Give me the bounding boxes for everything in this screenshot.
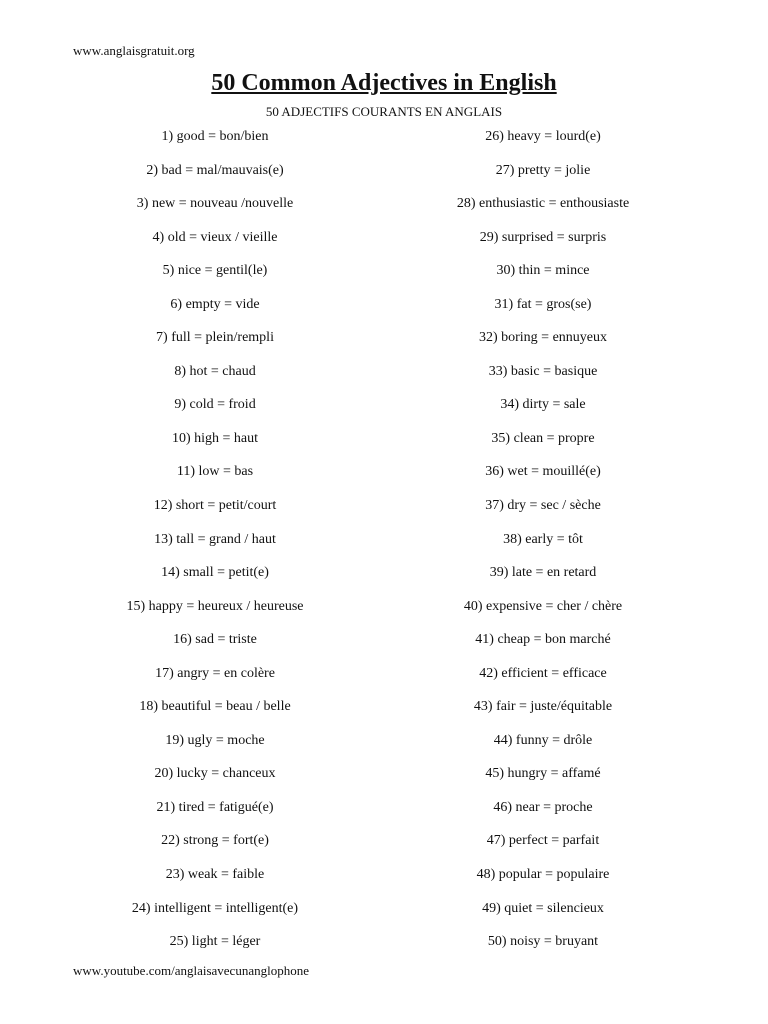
page-title: 50 Common Adjectives in English — [211, 70, 557, 96]
list-item: 33) basic = basique — [488, 363, 598, 379]
site-url-bottom: www.youtube.com/anglaisavecunanglophone — [73, 963, 309, 978]
list-item: 32) boring = ennuyeux — [478, 330, 608, 346]
list-item: 48) popular = populaire — [476, 867, 610, 883]
site-url-top: www.anglaisgratuit.org — [73, 43, 195, 58]
list-item: 11) low = bas — [176, 464, 254, 480]
list-item: 46) near = proche — [493, 799, 593, 815]
list-item: 47) perfect = parfait — [486, 833, 600, 849]
list-item: 22) strong = fort(e) — [161, 833, 269, 849]
list-item: 40) expensive = cher / chère — [463, 598, 623, 614]
list-item: 24) intelligent = intelligent(e) — [131, 900, 299, 916]
list-item: 14) small = petit(e) — [161, 565, 269, 581]
list-item: 6) empty = vide — [170, 296, 260, 312]
list-item: 15) happy = heureux / heureuse — [126, 598, 304, 614]
list-item: 5) nice = gentil(le) — [162, 263, 268, 279]
list-item: 19) ugly = moche — [165, 732, 265, 748]
list-item: 49) quiet = silencieux — [482, 900, 604, 916]
list-item: 38) early = tôt — [503, 531, 583, 547]
list-item: 23) weak = faible — [165, 867, 265, 883]
list-item: 9) cold = froid — [174, 397, 256, 413]
list-item: 26) heavy = lourd(e) — [485, 129, 601, 144]
list-item: 29) surprised = surpris — [479, 229, 607, 245]
list-item: 41) cheap = bon marché — [475, 632, 611, 648]
list-item: 18) beautiful = beau / belle — [139, 699, 291, 715]
list-item: 2) bad = mal/mauvais(e) — [146, 162, 284, 178]
list-item: 21) tired = fatigué(e) — [156, 799, 274, 815]
list-item: 45) hungry = affamé — [485, 766, 601, 782]
list-item: 35) clean = propre — [491, 430, 595, 446]
page-subtitle: 50 ADJECTIFS COURANTS EN ANGLAIS — [265, 104, 503, 119]
list-item: 36) wet = mouillé(e) — [485, 464, 601, 480]
list-item: 3) new = nouveau /nouvelle — [136, 196, 294, 212]
list-item: 44) funny = drôle — [493, 732, 593, 748]
adjective-list-left — [95, 127, 335, 966]
list-item: 12) short = petit/court — [153, 498, 277, 514]
adjective-list-right — [428, 127, 658, 966]
list-item: 13) tall = grand / haut — [154, 531, 276, 547]
list-item: 10) high = haut — [171, 430, 259, 446]
list-item: 31) fat = gros(se) — [494, 296, 592, 312]
list-item: 43) fair = juste/équitable — [473, 699, 613, 715]
list-item: 34) dirty = sale — [500, 397, 586, 413]
list-item: 39) late = en retard — [489, 565, 597, 581]
list-item: 17) angry = en colère — [155, 665, 275, 681]
list-item: 27) pretty = jolie — [495, 162, 591, 178]
list-item: 30) thin = mince — [496, 263, 590, 279]
list-item: 16) sad = triste — [173, 632, 257, 648]
list-item: 7) full = plein/rempli — [156, 330, 274, 346]
list-item: 4) old = vieux / vieille — [152, 229, 278, 245]
list-item: 42) efficient = efficace — [479, 665, 607, 681]
list-item: 28) enthusiastic = enthousiaste — [456, 196, 630, 212]
list-item: 25) light = léger — [169, 934, 261, 950]
list-item: 50) noisy = bruyant — [487, 934, 599, 950]
list-item: 37) dry = sec / sèche — [485, 498, 601, 514]
list-item: 20) lucky = chanceux — [154, 766, 276, 782]
list-item: 8) hot = chaud — [174, 363, 256, 379]
list-item: 1) good = bon/bien — [161, 129, 269, 144]
